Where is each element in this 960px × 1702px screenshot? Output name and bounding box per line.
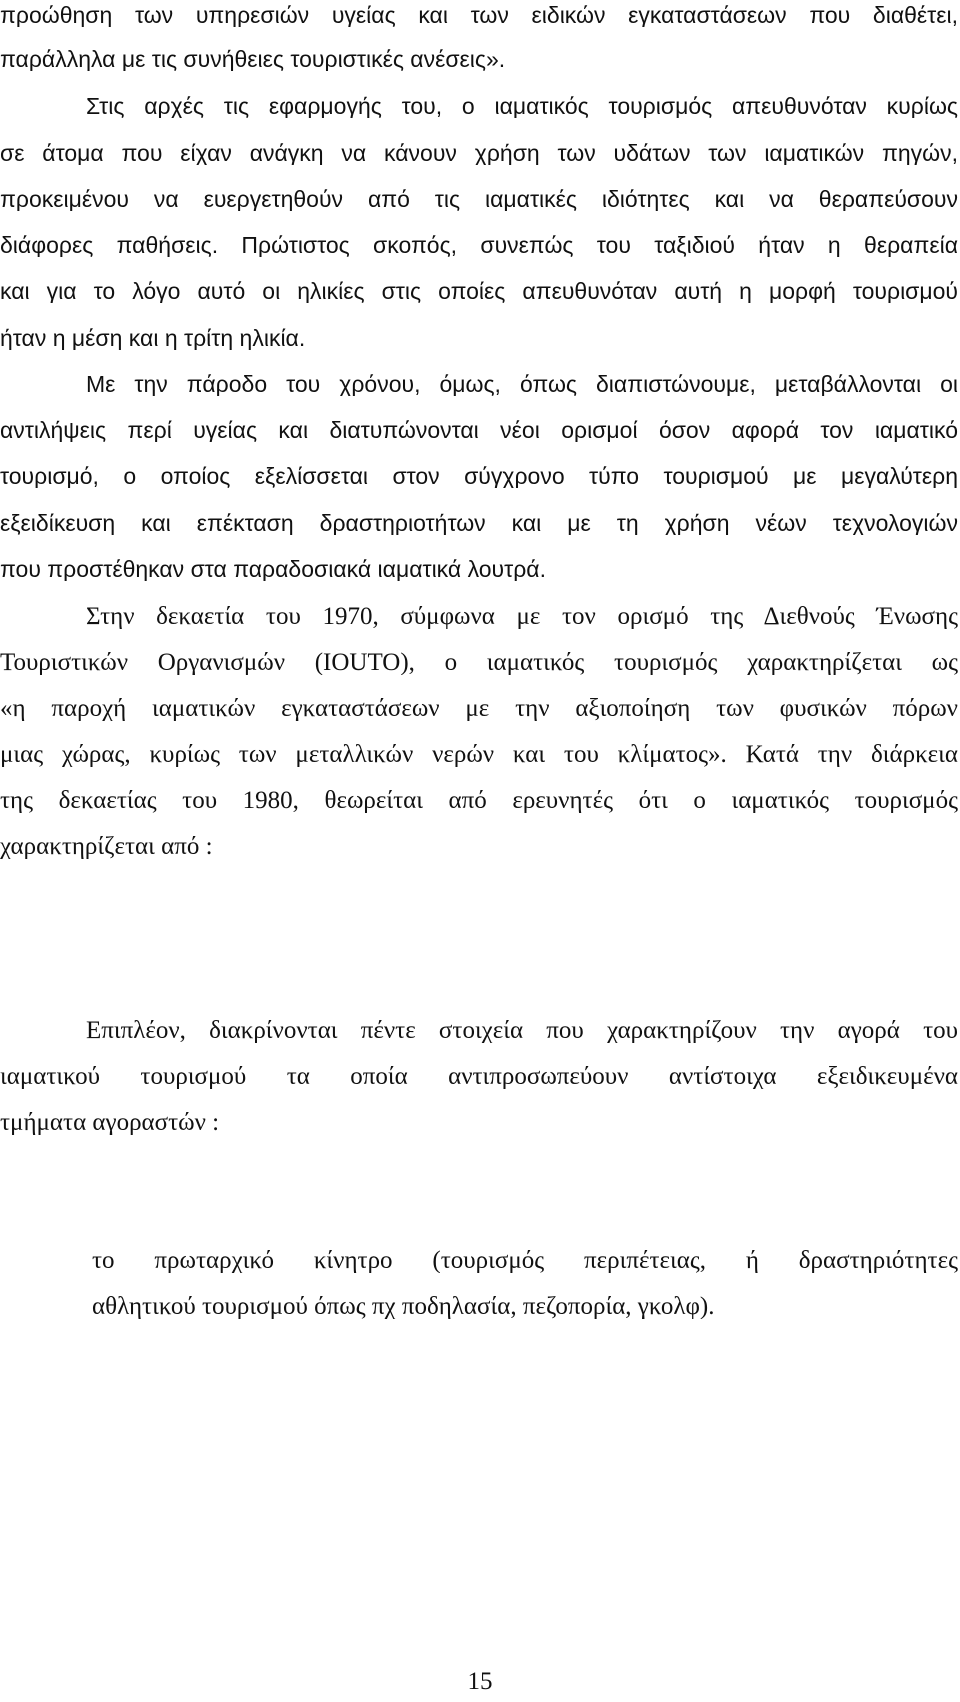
paragraph-line: τουρισμό, ο οποίος εξελίσσεται στον σύγχρονο τύπο τουρισμού με μεγαλύτερη <box>0 465 958 488</box>
paragraph-line: και για το λόγο αυτό οι ηλικίες στις οποίες απευθυνόταν αυτή η μορφή τουρισμού <box>0 280 958 303</box>
paragraph-line: Στις αρχές τις εφαρμογής του, ο ιαματικός τουρισμός απευθυνόταν κυρίως <box>86 95 958 118</box>
paragraph-line: παράλληλα με τις συνήθειες τουριστικές ανέσεις». <box>0 48 506 71</box>
paragraph-line: Στην δεκαετία του 1970, σύμφωνα με τον ορισμό της Διεθνούς Ένωσης <box>86 604 958 629</box>
paragraph-line: ήταν η μέση και η τρίτη ηλικία. <box>0 327 306 350</box>
paragraph-line: Τουριστικών Οργανισμών (IOUTO), ο ιαματικός τουρισμός χαρακτηρίζεται ως <box>0 650 958 675</box>
paragraph-line: εξειδίκευση και επέκταση δραστηριοτήτων και με τη χρήση νέων τεχνολογιών <box>0 512 958 535</box>
paragraph-line: της δεκαετίας του 1980, θεωρείται από ερευνητές ότι ο ιαματικός τουρισμός <box>0 788 958 813</box>
paragraph-line: ιαματικού τουρισμού τα οποία αντιπροσωπεύουν αντίστοιχα εξειδικευμένα <box>0 1064 958 1089</box>
list-item-continuation: το πρωταρχικό κίνητρο (τουρισμός περιπέτειας, ή δραστηριότητες <box>92 1248 958 1273</box>
paragraph-line: αντιλήψεις περί υγείας και διατυπώνονται νέοι ορισμοί όσον αφορά τον ιαματικό <box>0 419 958 442</box>
paragraph-line: σε άτομα που είχαν ανάγκη να κάνουν χρήση των υδάτων των ιαματικών πηγών, <box>0 142 958 165</box>
paragraph-line: Με την πάροδο του χρόνου, όμως, όπως διαπιστώνουμε, μεταβάλλονται οι <box>86 373 958 396</box>
paragraph-line: μιας χώρας, κυρίως των μεταλλικών νερών και του κλίματος». Κατά την διάρκεια <box>0 742 958 767</box>
paragraph-line: τμήματα αγοραστών : <box>0 1110 220 1135</box>
paragraph-line: χαρακτηρίζεται από : <box>0 834 213 859</box>
paragraph-line: προκειμένου να ευεργετηθούν από τις ιαματικές ιδιότητες και να θεραπεύσουν <box>0 188 958 211</box>
paragraph-line: που προστέθηκαν στα παραδοσιακά ιαματικά λουτρά. <box>0 558 546 581</box>
paragraph-line: «η παροχή ιαματικών εγκαταστάσεων με την αξιοποίηση των φυσικών πόρων <box>0 696 958 721</box>
page-number: 15 <box>467 1668 493 1695</box>
list-item-continuation: αθλητικού τουρισμού όπως πχ ποδηλασία, πεζοπορία, γκολφ). <box>92 1294 715 1319</box>
paragraph-line: Επιπλέον, διακρίνονται πέντε στοιχεία που χαρακτηρίζουν την αγορά του <box>86 1018 958 1043</box>
paragraph-line: προώθηση των υπηρεσιών υγείας και των ειδικών εγκαταστάσεων που διαθέτει, <box>0 4 958 27</box>
paragraph-line: διάφορες παθήσεις. Πρώτιστος σκοπός, συνεπώς του ταξιδιού ήταν η θεραπεία <box>0 234 958 257</box>
